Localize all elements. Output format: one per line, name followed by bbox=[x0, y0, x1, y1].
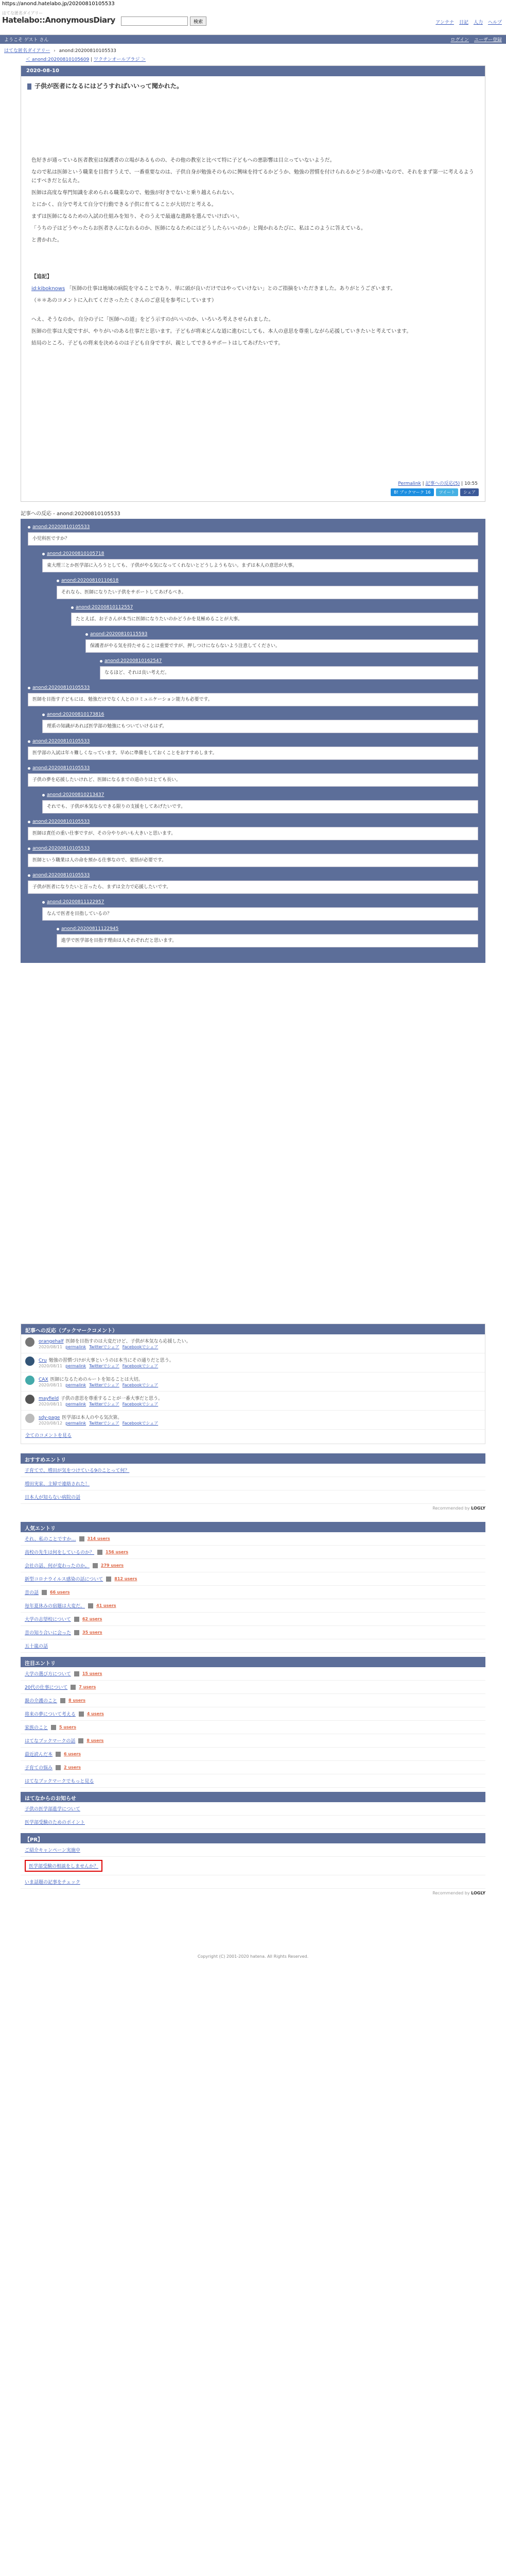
entry-body bbox=[21, 94, 485, 348]
bullet-icon bbox=[42, 794, 45, 796]
user-icon bbox=[74, 1617, 79, 1622]
entry-link[interactable]: 大学の選び方について bbox=[25, 1672, 71, 1677]
reaction-node bbox=[28, 844, 478, 867]
reaction-body: たとえば、お子さんが本当に医師になりたいのかどうかを見極めることが大事。 bbox=[71, 613, 478, 626]
entry-link[interactable]: 子育ての悩み bbox=[25, 1766, 53, 1771]
reaction-node bbox=[42, 550, 478, 572]
more-comments-container bbox=[21, 1430, 485, 1444]
pr-heading: 【PR】 bbox=[21, 1833, 485, 1843]
reactions-link[interactable]: 記事への反応(5) bbox=[425, 481, 460, 486]
list-item[interactable] bbox=[21, 1734, 485, 1748]
entry-link[interactable]: 昔の知り合いに会った bbox=[25, 1631, 72, 1636]
reaction-body: なるほど、それは良い考えだ。 bbox=[100, 666, 478, 680]
bullet-icon bbox=[57, 580, 59, 582]
reaction-body: 医師を目指す子どもには、勉強だけでなく人とのコミュニケーション能力も必要です。 bbox=[28, 693, 478, 706]
body-spacer bbox=[31, 248, 475, 273]
reaction-header bbox=[28, 844, 478, 853]
bullet-icon bbox=[28, 740, 30, 743]
entry-pager bbox=[0, 55, 506, 65]
reaction-id-link[interactable]: anond:20200810105533 bbox=[32, 739, 90, 744]
paragraph: まずは医師になるための入試の仕組みを知り、そのうえで最適な進路を選んでいけばいい。 bbox=[31, 214, 242, 219]
sidebar-content bbox=[21, 1324, 485, 1903]
reaction-body: 医師は責任の重い仕事ですが、その分やりがいも大きいと思います。 bbox=[28, 827, 478, 840]
user-icon bbox=[79, 1711, 84, 1717]
reaction-node bbox=[28, 818, 478, 840]
search-button[interactable]: 検索 bbox=[190, 16, 206, 26]
list-item[interactable] bbox=[21, 1707, 485, 1721]
entry-link[interactable]: 20代の仕事について bbox=[25, 1685, 68, 1690]
user-icon bbox=[88, 1603, 93, 1608]
more-comments-link[interactable]: 全てのコメントを見る bbox=[25, 1433, 72, 1438]
reaction-header bbox=[28, 737, 478, 745]
entry-link[interactable]: 五十嵐の話 bbox=[25, 1644, 48, 1649]
bookmark-twitter-share[interactable]: Twitterでシェア bbox=[89, 1364, 119, 1368]
entry-footer: Permalink | 記事への反応(5) | 10:55 bbox=[398, 481, 478, 486]
bookmark-facebook-share[interactable]: Facebookでシェア bbox=[122, 1421, 159, 1426]
bookmark-user[interactable]: orangehalf bbox=[39, 1339, 64, 1344]
reaction-node bbox=[28, 871, 478, 894]
bullet-icon bbox=[28, 821, 30, 823]
entry-link[interactable]: 高校の先生は何をしているのか？ bbox=[25, 1550, 95, 1555]
reaction-id-link[interactable]: anond:20200810213437 bbox=[47, 792, 104, 798]
reaction-id-link[interactable]: anond:20200810110618 bbox=[61, 578, 119, 583]
reaction-header bbox=[57, 577, 478, 585]
paragraph: へえ、そうなのか。自分の子に「医師への道」をどう示すのがいいのか、いろいろ考えさせられました。 bbox=[31, 317, 274, 323]
breadcrumb-separator: › bbox=[54, 48, 56, 54]
pr-item-highlighted[interactable]: 医学部受験の相談をしませんか？ bbox=[21, 1857, 485, 1875]
user-count[interactable]: 6 users bbox=[64, 1752, 81, 1756]
reaction-id-link[interactable]: anond:20200810162547 bbox=[104, 658, 162, 664]
site-subtitle: はてな匿名ダイアリー bbox=[2, 11, 43, 15]
reaction-header bbox=[85, 630, 478, 638]
bookmark-permalink[interactable]: permalink bbox=[65, 1402, 86, 1406]
user-icon bbox=[78, 1738, 83, 1743]
entry-link[interactable]: 大学の志望校について bbox=[25, 1617, 71, 1622]
bookmark-comments-heading: 記事への反応（ブックマークコメント） bbox=[21, 1324, 485, 1334]
logly-logo: LOGLY bbox=[471, 1891, 485, 1895]
bookmark-meta: 2020/08/11 permalink Twitterでシェア Facebookでシェア bbox=[39, 1364, 159, 1368]
bookmark-comment bbox=[21, 1372, 485, 1392]
user-count[interactable]: 156 users bbox=[106, 1550, 129, 1554]
reaction-id-link[interactable]: anond:20200810105533 bbox=[32, 819, 90, 824]
reaction-node bbox=[42, 710, 478, 733]
reaction-id-link[interactable]: anond:20200810105533 bbox=[32, 766, 90, 771]
list-item[interactable] bbox=[21, 1626, 485, 1639]
entry-time: 10:55 bbox=[464, 481, 478, 486]
site-header bbox=[0, 9, 506, 35]
pager-separator: | bbox=[91, 57, 93, 62]
reaction-node bbox=[57, 577, 478, 599]
next-entry-link[interactable]: ワクチンオールブラジ ＞ bbox=[94, 57, 146, 62]
pr-item[interactable]: いま話題の記事をチェック bbox=[21, 1875, 485, 1889]
user-avatar[interactable] bbox=[25, 1414, 34, 1423]
list-item[interactable]: 医学部受験のためのポイント bbox=[21, 1816, 485, 1829]
body-spacer bbox=[31, 94, 475, 156]
facebook-share-button[interactable]: シェア bbox=[460, 488, 479, 496]
hatena-bookmark-button[interactable]: B! ブックマーク 16 bbox=[391, 488, 433, 496]
reaction-body: 保護者がやる気を持たせることは重要ですが、押しつけにならないよう注意してください。 bbox=[85, 639, 478, 653]
bullet-icon bbox=[42, 553, 45, 555]
paragraph: 医師の仕事は大変ですが、やりがいのある仕事だと思います。子どもが将来どんな道に進むにしても、本人の意思を尊重しながら応援していきたいと考えています。 bbox=[31, 329, 412, 334]
entry-link[interactable]: はてなブックマークの話 bbox=[25, 1739, 76, 1744]
reaction-header bbox=[42, 898, 478, 906]
bookmark-comment bbox=[21, 1353, 485, 1372]
reaction-node bbox=[28, 523, 478, 546]
reaction-node bbox=[42, 791, 478, 814]
paragraph: 結局のところ、子どもの将来を決めるのは子ども自身ですが、親としてできるサポートはしてあげたいです。 bbox=[31, 341, 284, 346]
signup-link[interactable]: ユーザー登録 bbox=[474, 38, 502, 43]
user-avatar[interactable] bbox=[25, 1357, 34, 1366]
bookmark-meta: 2020/08/11 permalink Twitterでシェア Facebookでシェア bbox=[39, 1345, 159, 1349]
bookmark-list bbox=[21, 1334, 485, 1430]
user-count[interactable]: 41 users bbox=[96, 1603, 116, 1608]
bookmark-facebook-share[interactable]: Facebookでシェア bbox=[122, 1345, 159, 1349]
permalink[interactable]: Permalink bbox=[398, 481, 421, 486]
user-icon bbox=[56, 1752, 61, 1757]
user-avatar[interactable] bbox=[25, 1337, 34, 1347]
diary-entry bbox=[21, 65, 485, 502]
bookmark-facebook-share[interactable]: Facebookでシェア bbox=[122, 1364, 159, 1368]
recommended-heading: おすすめエントリ bbox=[21, 1453, 485, 1464]
attention-heading: 注目エントリ bbox=[21, 1657, 485, 1667]
user-icon bbox=[56, 1765, 61, 1770]
paragraph: と書かれた。 bbox=[31, 238, 62, 243]
reaction-id-link[interactable]: anond:20200810105533 bbox=[32, 524, 90, 530]
bullet-icon bbox=[28, 526, 30, 529]
entry-link[interactable]: 会社の話、何が変わったのか。 bbox=[25, 1564, 90, 1569]
top-link-help[interactable]: ヘルプ bbox=[487, 20, 502, 25]
bookmark-twitter-share[interactable]: Twitterでシェア bbox=[89, 1421, 119, 1426]
search-input[interactable] bbox=[121, 16, 188, 26]
list-item[interactable] bbox=[21, 1639, 485, 1653]
list-item[interactable]: 子育てで、増田が気をつけている9のことって何？ bbox=[21, 1464, 485, 1477]
reaction-body: 進学で医学部を目指す理由は人それぞれだと思います。 bbox=[57, 934, 478, 947]
paragraph: 医師は高度な専門知識を求められる職業なので、勉強が好きでないと乗り越えられない。 bbox=[31, 190, 237, 196]
breadcrumb-home[interactable]: はてな匿名ダイアリー bbox=[4, 48, 50, 54]
reaction-id-link[interactable]: anond:20200810115593 bbox=[90, 632, 148, 637]
bookmark-text: 勉強の習慣づけが大事というのは本当にその通りだと思う。 bbox=[48, 1358, 174, 1363]
user-count[interactable]: 4 users bbox=[86, 1711, 104, 1716]
bookmark-facebook-share[interactable]: Facebookでシェア bbox=[122, 1383, 159, 1387]
bookmark-user[interactable]: sdy-page bbox=[39, 1415, 60, 1420]
user-avatar[interactable] bbox=[25, 1395, 34, 1404]
bookmark-meta: 2020/08/12 permalink Twitterでシェア Facebookでシェア bbox=[39, 1421, 159, 1426]
entry-link[interactable]: 家族のこと bbox=[25, 1725, 48, 1731]
comment-note: （＊＊あのコメントに入れてくださったたくさんのご意見を参考にしています） bbox=[31, 298, 217, 303]
reaction-header bbox=[100, 657, 478, 665]
bookmark-text: 医師を目指すのは大変だけど、子供が本気なら応援したい。 bbox=[65, 1339, 191, 1344]
user-icon bbox=[106, 1577, 111, 1582]
bookmark-comment bbox=[21, 1392, 485, 1411]
reaction-id-link[interactable]: anond:20200810105533 bbox=[32, 685, 90, 690]
reaction-body: 医学部の入試は年々難しくなっています。早めに準備をしておくことをおすすめします。 bbox=[28, 747, 478, 760]
user-icon bbox=[71, 1685, 76, 1690]
reaction-body: 東大理三とか医学部に入ろうとしても、子供がやる気になってくれないとどうしようもない。まずは本人の意思が大事。 bbox=[42, 559, 478, 572]
reaction-header bbox=[28, 684, 478, 692]
bullet-icon bbox=[42, 714, 45, 716]
reactions-label: 記事への反応 - anond:20200810105533 bbox=[21, 511, 120, 517]
bookmark-twitter-share[interactable]: Twitterでシェア bbox=[89, 1383, 119, 1387]
reaction-body: 小児科医ですか？ bbox=[28, 532, 478, 546]
bookmark-comment bbox=[21, 1334, 485, 1353]
bookmark-text: 子供の意思を尊重することが一番大事だと思う。 bbox=[61, 1396, 163, 1401]
pr-by: Recommended by LOGLY bbox=[432, 1891, 485, 1895]
list-item[interactable] bbox=[21, 1761, 485, 1774]
reaction-id-link[interactable]: anond:20200810105533 bbox=[32, 846, 90, 851]
user-icon bbox=[60, 1698, 65, 1703]
user-count[interactable]: 5 users bbox=[59, 1725, 76, 1730]
user-count[interactable]: 812 users bbox=[114, 1577, 137, 1581]
bullet-icon bbox=[57, 928, 59, 930]
user-count[interactable]: 66 users bbox=[50, 1590, 70, 1595]
entry-link[interactable]: 親の介護のこと bbox=[25, 1699, 58, 1704]
user-icon bbox=[51, 1725, 56, 1730]
news-list bbox=[21, 1802, 485, 1829]
list-item[interactable] bbox=[21, 1613, 485, 1626]
url-bar[interactable]: https://anond.hatelabo.jp/20200810105533 bbox=[0, 0, 506, 9]
user-count[interactable]: 15 users bbox=[82, 1671, 102, 1676]
list-item[interactable] bbox=[21, 1681, 485, 1694]
reaction-id-link[interactable]: anond:20200810112557 bbox=[76, 605, 133, 610]
bullet-icon bbox=[28, 687, 30, 689]
entry-link[interactable]: 新型コロナウイルス感染の話について bbox=[25, 1577, 103, 1582]
bullet-icon bbox=[28, 848, 30, 850]
bullet-icon bbox=[71, 606, 74, 609]
user-icon bbox=[93, 1563, 98, 1568]
top-link-antenna[interactable]: アンテナ bbox=[435, 20, 454, 25]
bookmark-facebook-share[interactable]: Facebookでシェア bbox=[122, 1402, 159, 1406]
recommended-by: Recommended by LOGLY bbox=[432, 1506, 485, 1511]
entry-date: 2020-08-10 bbox=[21, 66, 485, 76]
reaction-id-link[interactable]: anond:20200811122945 bbox=[61, 926, 119, 931]
user-count[interactable]: 279 users bbox=[100, 1563, 124, 1568]
top-links bbox=[435, 19, 502, 25]
bookmark-user[interactable]: mayfield bbox=[39, 1396, 59, 1401]
list-item[interactable] bbox=[21, 1586, 485, 1599]
comment-paragraph: id:kiboknows 「医師の仕事は地域の病院を守ることであり、単に頭が良いだけではやっていけない」とのご指摘をいただきました。ありがとうございます。 bbox=[31, 286, 396, 292]
list-item[interactable] bbox=[21, 1599, 485, 1613]
paragraph: 「うちの子はどうやったらお医者さんになれるのか、医師になるためにはどうしたらいいのか」と聞かれるたびに、私はこのように答えている。 bbox=[31, 226, 366, 231]
prev-entry-link[interactable]: ＜ anond:20200810105609 bbox=[26, 57, 90, 62]
user-count[interactable]: 8 users bbox=[68, 1698, 85, 1703]
bookmark-text: 医師になるためのルートを知ることは大切。 bbox=[50, 1377, 143, 1382]
reaction-header bbox=[42, 791, 478, 799]
user-icon bbox=[74, 1630, 79, 1635]
user-count[interactable]: 7 users bbox=[79, 1685, 96, 1689]
user-icon bbox=[97, 1550, 102, 1555]
list-item[interactable] bbox=[21, 1667, 485, 1681]
user-icon bbox=[42, 1590, 47, 1595]
list-item[interactable] bbox=[21, 1559, 485, 1572]
user-icon bbox=[74, 1671, 79, 1676]
bookmark-permalink[interactable]: permalink bbox=[65, 1383, 86, 1387]
reaction-thread bbox=[21, 519, 485, 963]
user-count[interactable]: 35 users bbox=[82, 1630, 102, 1635]
share-buttons bbox=[21, 488, 485, 501]
bullet-icon bbox=[85, 633, 88, 636]
list-item[interactable] bbox=[21, 1721, 485, 1734]
user-icon bbox=[79, 1536, 84, 1541]
pr-item[interactable]: ご紹介キャンペーン実施中 bbox=[21, 1843, 485, 1857]
attention-list bbox=[21, 1667, 485, 1788]
reaction-header bbox=[42, 710, 478, 719]
welcome-text: ようこそ ゲスト さん bbox=[4, 38, 49, 43]
bookmark-text: 医学部は本人のやる気次第。 bbox=[62, 1415, 123, 1420]
reaction-body: 子供の夢を応援したいけれど、医師になるまでの道のりはとても長い。 bbox=[28, 773, 478, 787]
reaction-header bbox=[42, 550, 478, 558]
paragraph: とにかく、自分で考えて自分で行動できる子供に育てることが大切だと考える。 bbox=[31, 202, 217, 208]
reaction-node bbox=[85, 630, 478, 653]
copyright: Copyright (C) 2001-2020 hatena. All Rights Reserved. bbox=[197, 1954, 309, 1959]
bookmark-twitter-share[interactable]: Twitterでシェア bbox=[89, 1402, 119, 1406]
sub-navigation bbox=[0, 35, 506, 44]
login-link[interactable]: ログイン bbox=[450, 38, 469, 43]
title-marker-icon bbox=[27, 83, 31, 90]
entry-link[interactable]: 毎年夏休みの宿題は大変だ。 bbox=[25, 1604, 85, 1609]
top-link-diary[interactable]: 日記 bbox=[459, 20, 468, 25]
list-item[interactable] bbox=[21, 1748, 485, 1761]
user-count[interactable]: 62 users bbox=[82, 1617, 102, 1621]
reaction-id-link[interactable]: anond:20200810105718 bbox=[47, 551, 104, 556]
reaction-header bbox=[57, 925, 478, 933]
reaction-id-link[interactable]: anond:20200811122957 bbox=[47, 900, 104, 905]
list-item[interactable]: 増田実家、主婦で連絡された！ bbox=[21, 1477, 485, 1490]
list-item[interactable]: 日本人が知らない病院の話 bbox=[21, 1490, 485, 1504]
reaction-node bbox=[57, 925, 478, 947]
comment-heading: 【追記】 bbox=[31, 274, 52, 280]
reaction-header bbox=[28, 871, 478, 879]
list-item[interactable] bbox=[21, 1532, 485, 1546]
paragraph: なので私は医師という職業を目指すうえで、一番重要なのは、子供自身が勉強そのものに興味を持てるかどうか、勉強の習慣を付けられるかどうかの違いなので、それをまず第一に考えるようにすべきだと伝えた。 bbox=[31, 170, 474, 184]
body-spacer bbox=[21, 351, 485, 474]
breadcrumb bbox=[0, 44, 506, 55]
bullet-icon bbox=[28, 874, 30, 877]
reaction-body: それなら、医師になりたい子供をサポートしてあげるべき。 bbox=[57, 586, 478, 599]
reaction-node bbox=[28, 684, 478, 706]
bookmark-meta: 2020/08/11 permalink Twitterでシェア Facebookでシェア bbox=[39, 1402, 159, 1406]
reaction-body: それでも、子供が本気ならできる限りの支援をしてあげたいです。 bbox=[42, 800, 478, 814]
reaction-node bbox=[28, 764, 478, 787]
entry-link[interactable]: 昔の話 bbox=[25, 1590, 39, 1596]
list-item[interactable] bbox=[21, 1774, 485, 1788]
popular-list bbox=[21, 1532, 485, 1653]
bookmark-permalink[interactable]: permalink bbox=[65, 1364, 86, 1368]
bullet-icon bbox=[42, 901, 45, 904]
bookmark-comment bbox=[21, 1411, 485, 1430]
list-item[interactable] bbox=[21, 1546, 485, 1559]
bookmark-meta: 2020/08/11 permalink Twitterでシェア Facebookでシェア bbox=[39, 1383, 159, 1387]
bookmark-user[interactable]: CAX bbox=[39, 1377, 48, 1382]
bullet-icon bbox=[100, 660, 102, 663]
reaction-body: 理系の知識があれば医学部の勉強にもついていけるはず。 bbox=[42, 720, 478, 733]
reaction-id-link[interactable]: anond:20200810173816 bbox=[47, 712, 104, 717]
reaction-body: 子供が医者になりたいと言ったら、まずは全力で応援したいです。 bbox=[28, 880, 478, 894]
user-count[interactable]: 2 users bbox=[64, 1765, 81, 1770]
reaction-node bbox=[100, 657, 478, 680]
news-heading: はてなからのお知らせ bbox=[21, 1792, 485, 1802]
bookmark-twitter-share[interactable]: Twitterでシェア bbox=[89, 1345, 119, 1349]
bookmark-permalink[interactable]: permalink bbox=[65, 1345, 86, 1349]
logly-logo: LOGLY bbox=[471, 1506, 485, 1511]
bookmark-permalink[interactable]: permalink bbox=[65, 1421, 86, 1426]
search-box bbox=[121, 16, 206, 26]
popular-heading: 人気エントリ bbox=[21, 1522, 485, 1532]
reaction-header bbox=[71, 603, 478, 612]
reaction-body: 医師という職業は人の命を預かる仕事なので、覚悟が必要です。 bbox=[28, 854, 478, 867]
paragraph: 色好きが通っている医者教室は保護者の立場があるものの、その他の教室と比べて特に子どもへの悪影響は目立っていないようだ。 bbox=[31, 158, 335, 163]
user-count[interactable]: 314 users bbox=[87, 1536, 110, 1541]
site-logo[interactable]: Hatelabo::AnonymousDiary bbox=[2, 15, 115, 25]
list-item[interactable]: 子供の医学部進学について bbox=[21, 1802, 485, 1816]
entry-title[interactable]: 子供が医者になるにはどうすればいいって聞かれた。 bbox=[27, 81, 479, 90]
reaction-node bbox=[42, 898, 478, 921]
recommended-list bbox=[21, 1464, 485, 1504]
comment-user-link[interactable]: id:kiboknows bbox=[31, 286, 65, 292]
list-item[interactable] bbox=[21, 1694, 485, 1707]
reaction-header bbox=[28, 764, 478, 772]
entry-link[interactable]: はてなブックマークでもっと見る bbox=[25, 1779, 94, 1784]
list-item[interactable] bbox=[21, 1572, 485, 1586]
reaction-header bbox=[28, 818, 478, 826]
entry-link[interactable]: 最近読んだ本 bbox=[25, 1752, 53, 1757]
bookmark-user[interactable]: Cru bbox=[39, 1358, 47, 1363]
top-link-jinriki[interactable]: 人力 bbox=[473, 20, 483, 25]
reaction-header bbox=[28, 523, 478, 531]
tweet-button[interactable]: ツイート bbox=[436, 488, 459, 496]
user-avatar[interactable] bbox=[25, 1376, 34, 1385]
reaction-id-link[interactable]: anond:20200810105533 bbox=[32, 873, 90, 878]
reaction-node bbox=[28, 737, 478, 760]
reaction-body: なんで医者を目指しているの？ bbox=[42, 907, 478, 921]
breadcrumb-current: anond:20200810105533 bbox=[59, 48, 116, 54]
bullet-icon bbox=[28, 767, 30, 770]
entry-link[interactable]: 将来の夢について考える bbox=[25, 1712, 76, 1717]
bookmark-comments-panel bbox=[21, 1324, 485, 1444]
entry-link[interactable]: それ、私のことですか… bbox=[25, 1537, 76, 1542]
user-count[interactable]: 8 users bbox=[86, 1738, 104, 1743]
reaction-node bbox=[71, 603, 478, 626]
body-spacer bbox=[31, 308, 475, 315]
